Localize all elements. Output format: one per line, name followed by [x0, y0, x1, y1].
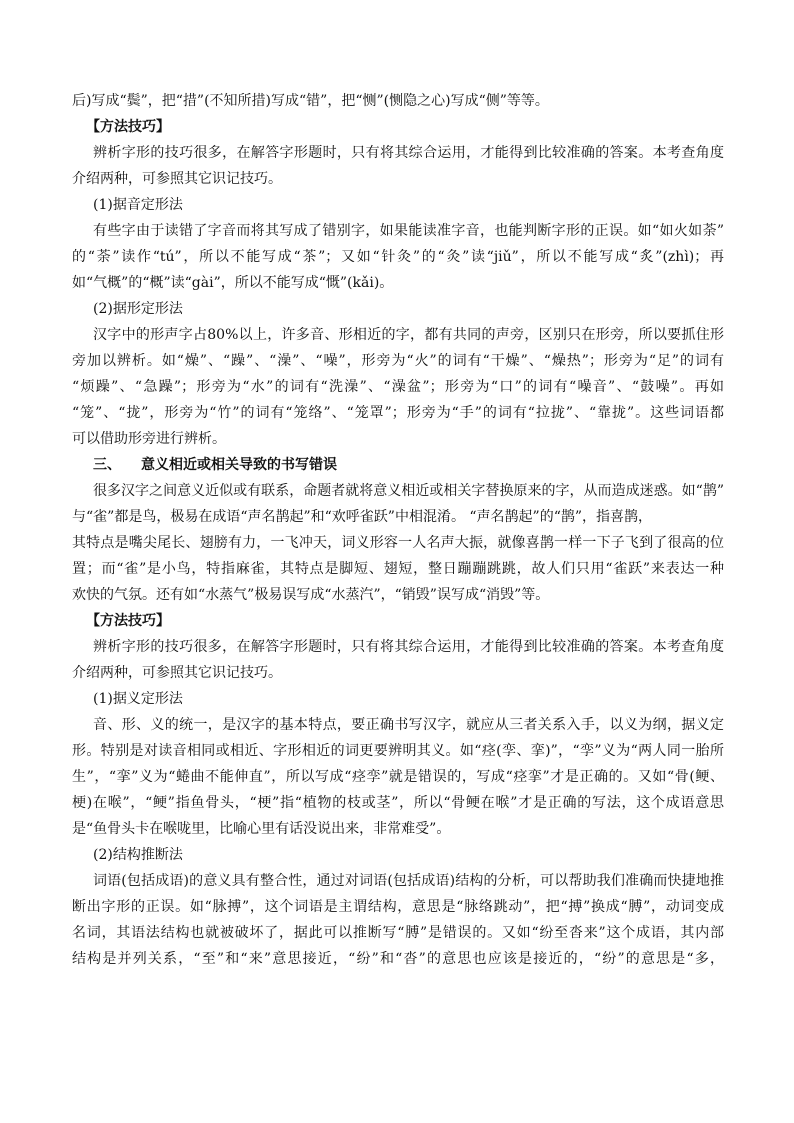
- subheading-phonetic-method: (1)据音定形法: [93, 197, 183, 213]
- paragraph-line: 生”，“挛”义为“蜷曲不能伸直”，所以写成“痉孪”就是错误的，写成“痉挛”才是正确的。又如“骨(鲠、: [72, 769, 724, 785]
- paragraph-line: 汉字中的形声字占80%以上，许多音、形相近的字，都有共同的声旁，区别只在形旁，所以要抓住形: [93, 327, 724, 343]
- paragraph-line: 形。特别是对读音相同或相近、字形相近的词更要辨明其义。如“痉(孪、挛)”，“孪”义为“两人同一胎所: [72, 743, 724, 759]
- paragraph-line: 是“鱼骨头卡在喉咙里，比喻心里有话没说出来，非常难受”。: [72, 821, 451, 837]
- paragraph-line: 断出字形的正误。如“脉搏”，这个词语是主谓结构，意思是“脉络跳动”，把“搏”换成“膊”，动词变成: [72, 899, 724, 915]
- paragraph-line: 置；而“雀”是小鸟，特指麻雀，其特点是脚短、翅短，整日蹦蹦跳跳，故人们只用“雀跃”来表达一种: [72, 561, 724, 577]
- paragraph-line: 有些字由于读错了字音而将其写成了错别字，如果能读准字音，也能判断字形的正误。如“如火如荼”: [93, 223, 724, 239]
- paragraph-line: 可以借助形旁进行辨析。: [72, 431, 226, 447]
- subheading-radical-method: (2)据形定形法: [93, 301, 183, 317]
- paragraph-line: 音、形、义的统一，是汉字的基本特点，要正确书写汉字，就应从三者关系入手，以义为纲，据义定: [93, 717, 724, 733]
- subheading-structure-method: (2)结构推断法: [93, 847, 183, 863]
- paragraph-line: 辨析字形的技巧很多，在解答字形题时，只有将其综合运用，才能得到比较准确的答案。本考查角度: [93, 145, 724, 161]
- paragraph-line: “烦躁”、“急躁”；形旁为“水”的词有“洗澡”、“澡盆”；形旁为“口”的词有“噪音”、“鼓噪”。再如: [72, 379, 724, 395]
- paragraph-line: 欢快的气氛。还有如“水蒸气”极易误写成“水蒸汽”，“销毁”误写成“消毁”等。: [72, 587, 550, 603]
- paragraph-line: 其特点是嘴尖尾长、翅膀有力，一飞冲天，词义形容一人名声大振，就像喜鹊一样一下子飞到了很高的位: [72, 535, 724, 551]
- paragraph-line: 后)写成“鬓”，把“措”(不知所措)写成“错”，把“恻”(恻隐之心)写成“侧”等等。: [72, 93, 549, 109]
- paragraph-line: 的“荼”读作“tú”，所以不能写成“茶”；又如“针灸”的“灸”读“jiǔ”，所以不能写成“炙”(zhì)；再: [72, 249, 724, 265]
- paragraph-line: 名词，其语法结构也就被破坏了，据此可以推断写“膊”是错误的。又如“纷至沓来”这个成语，其内部: [72, 925, 724, 941]
- paragraph-line: 梗)在喉”，“鲠”指鱼骨头，“梗”指“植物的枝或茎”，所以“骨鲠在喉”才是正确的写法，这个成语意思: [72, 795, 724, 811]
- paragraph-line: 辨析字形的技巧很多，在解答字形题时，只有将其综合运用，才能得到比较准确的答案。本考查角度: [93, 639, 724, 655]
- paragraph-line: 介绍两种，可参照其它识记技巧。: [72, 171, 282, 187]
- section-heading-title: 意义相近或相关导致的书写错误: [141, 457, 337, 473]
- section-label-method-tips: 【方法技巧】: [86, 613, 170, 629]
- paragraph-line: 旁加以辨析。如“燥”、“躁”、“澡”、“噪”，形旁为“火”的词有“干燥”、“燥热”；形旁为“足”的词有: [72, 353, 724, 369]
- paragraph-line: 与“雀”都是鸟，极易在成语“声名鹊起”和“欢呼雀跃”中相混淆。 “声名鹊起”的“鹊”，指喜鹊，: [72, 509, 653, 525]
- paragraph-line: 介绍两种，可参照其它识记技巧。: [72, 665, 282, 681]
- section-heading-number: 三、: [93, 457, 121, 473]
- paragraph-line: 如“气概”的“概”读“gài”，所以不能写成“慨”(kǎi)。: [72, 275, 394, 291]
- section-label-method-tips: 【方法技巧】: [86, 119, 170, 135]
- subheading-meaning-method: (1)据义定形法: [93, 691, 183, 707]
- paragraph-line: 词语(包括成语)的意义具有整合性，通过对词语(包括成语)结构的分析，可以帮助我们准确而快捷地推: [93, 873, 724, 889]
- paragraph-line: 很多汉字之间意义近似或有联系，命题者就将意义相近或相关字替换原来的字，从而造成迷惑。如“鹊”: [93, 483, 724, 499]
- paragraph-line: “笼”、“拢”，形旁为“竹”的词有“笼络”、“笼罩”；形旁为“手”的词有“拉拢”、“靠拢”。这些词语都: [72, 405, 724, 421]
- paragraph-line: 结构是并列关系，“至”和“来”意思接近，“纷”和“沓”的意思也应该是接近的，“纷”的意思是“多，: [72, 951, 724, 967]
